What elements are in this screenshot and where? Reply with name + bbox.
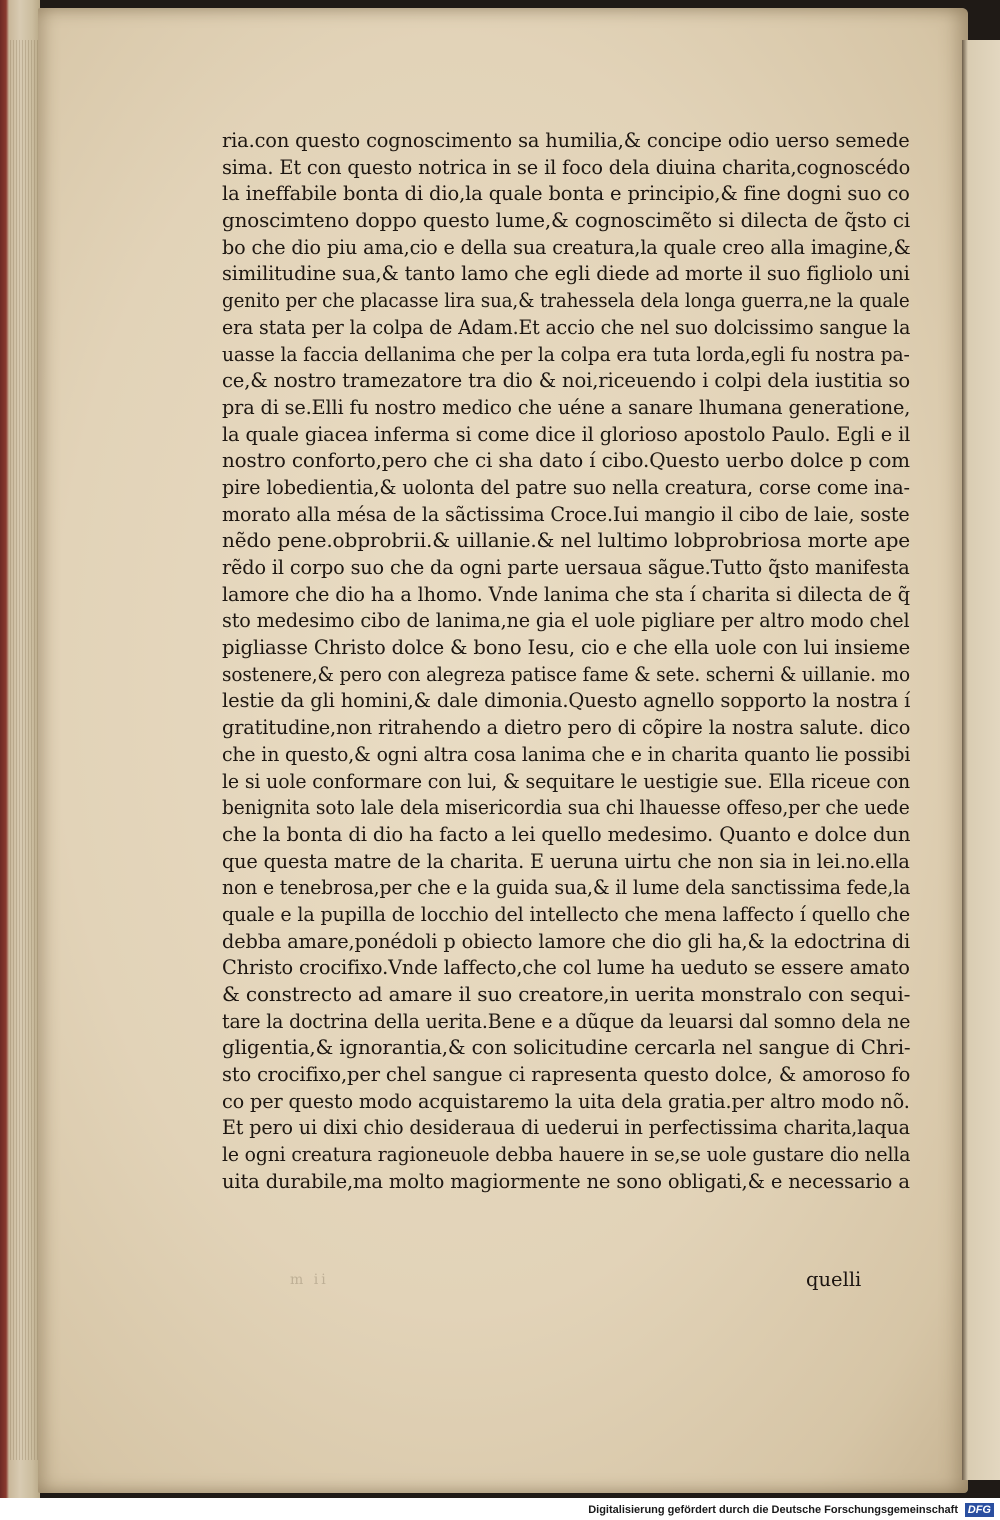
text-line: che la bonta di dio ha facto a lei quello medesimo. Quanto e dolce dun xyxy=(222,822,910,846)
text-line: similitudine sua,& tanto lamo che egli diede ad morte il suo figliolo uni xyxy=(222,262,910,286)
text-line: nẽdo pene.obprobrii.& uillanie.& nel lultimo lobprobriosa morte ape xyxy=(222,529,910,553)
text-line: gratitudine,non ritrahendo a dietro pero di cõpire la nostra salute. dico xyxy=(222,716,910,740)
text-line: pra di se.Elli fu nostro medico che uéne a sanare lhumana generatione, xyxy=(222,395,910,419)
text-line: le ogni creatura ragioneuole debba hauere in se,se uole gustare dio nella xyxy=(222,1143,910,1167)
text-line: le si uole conformare con lui, & sequitare le uestigie sue. Ella riceue con xyxy=(222,769,910,793)
text-line: ce,& nostro tramezatore tra dio & noi,riceuendo i colpi dela iustitia so xyxy=(222,369,911,393)
text-line: debba amare,ponédoli p obiecto lamore che dio gli ha,& la edoctrina di xyxy=(222,929,910,953)
text-line: la quale giacea inferma si come dice il glorioso apostolo Paulo. Egli e il xyxy=(222,422,910,446)
text-line: gnoscimteno doppo questo lume,& cognoscimẽto si dilecta de q̃sto ci xyxy=(222,209,910,233)
text-line: uita durabile,ma molto magiormente ne sono obligati,& e necessario a xyxy=(222,1169,910,1193)
text-line: non e tenebrosa,per che e la guida sua,& il lume dela sanctissima fede,la xyxy=(222,876,910,900)
text-line: morato alla mésa de la sãctissima Croce.Iui mangio il cibo de laie, soste xyxy=(222,502,910,526)
body-text xyxy=(222,128,912,1196)
facing-page-edge xyxy=(962,40,1000,1480)
text-line: gligentia,& ignorantia,& con solicitudine cercarla nel sangue di Chri- xyxy=(222,1036,910,1060)
text-line: ria.con questo cognoscimento sa humilia,& concipe odio uerso semede xyxy=(222,129,910,152)
text-line: quale e la pupilla de locchio del intellecto che mena laffecto í quello che xyxy=(222,902,910,926)
text-line: lamore che dio ha a lhomo. Vnde lanima che sta í charita si dilecta de q̃ xyxy=(222,582,910,606)
text-line: era stata per la colpa de Adam.Et accio che nel suo dolcissimo sangue la xyxy=(222,315,910,339)
funding-credit: Digitalisierung gefördert durch die Deutsche Forschungsgemeinschaft xyxy=(588,1504,958,1516)
text-line: sima. Et con questo notrica in se il foco dela diuina charita,cognoscédo xyxy=(222,155,910,179)
text-line: genito per che placasse lira sua,& trahessela dela longa guerra,ne la quale xyxy=(222,289,910,313)
catchword: quelli xyxy=(806,1268,862,1291)
text-line: tare la doctrina della uerita.Bene e a dũque da leuarsi dal somno dela ne xyxy=(222,1009,910,1033)
text-line: lestie da gli homini,& dale dimonia.Questo agnello sopporto la nostra í xyxy=(222,689,910,713)
footer-bar xyxy=(0,1498,1000,1520)
text-line: sto medesimo cibo de lanima,ne gia el uole pigliare per altro modo chel xyxy=(222,609,910,633)
text-line: bo che dio piu ama,cio e della sua creatura,la quale creo alla imagine,& xyxy=(222,235,910,259)
page-edges xyxy=(10,40,38,1460)
text-line: nostro conforto,pero che ci sha dato í cibo.Questo uerbo dolce p com xyxy=(222,449,910,473)
text-line: la ineffabile bonta di dio,la quale bonta e principio,& fine dogni suo co xyxy=(222,182,910,206)
dfg-logo: DFG xyxy=(965,1503,994,1517)
text-line: que questa matre de la charita. E ueruna uirtu che non sia in lei.no.ella xyxy=(222,849,910,873)
text-line: sostenere,& pero con alegreza patisce fame & sete. scherni & uillanie. mo xyxy=(222,662,910,686)
text-line: benignita soto lale dela misericordia sua chi lhauesse offeso,per che uede xyxy=(222,796,910,820)
text-line: pigliasse Christo dolce & bono Iesu, cio e che ella uole con lui insieme xyxy=(222,636,911,660)
text-line: Christo crocifixo.Vnde laffecto,che col lume ha ueduto se essere amato xyxy=(222,956,910,980)
text-line: & constrecto ad amare il suo creatore,in uerita monstralo con sequi- xyxy=(222,983,910,1006)
text-line: Et pero ui dixi chio desideraua di uederui in perfectissima charita,laqua xyxy=(222,1116,910,1140)
book-spine xyxy=(0,0,40,1500)
text-line: che in questo,& ogni altra cosa lanima che e in charita quanto lie possibi xyxy=(222,742,910,766)
text-line: sto crocifixo,per chel sangue ci rapresenta questo dolce, & amoroso fo xyxy=(222,1063,910,1087)
signature-mark: m ii xyxy=(290,1272,329,1288)
text-line: rẽdo il corpo suo che da ogni parte uersaua sãgue.Tutto q̃sto manifesta xyxy=(222,556,910,579)
text-line: pire lobedientia,& uolonta del patre suo nella creatura, corse come ina- xyxy=(222,475,910,499)
text-line: uasse la faccia dellanima che per la colpa era tuta lorda,egli fu nostra pa- xyxy=(222,342,910,366)
text-line: co per questo modo acquistaremo la uita dela gratia.per altro modo nõ. xyxy=(222,1089,910,1113)
